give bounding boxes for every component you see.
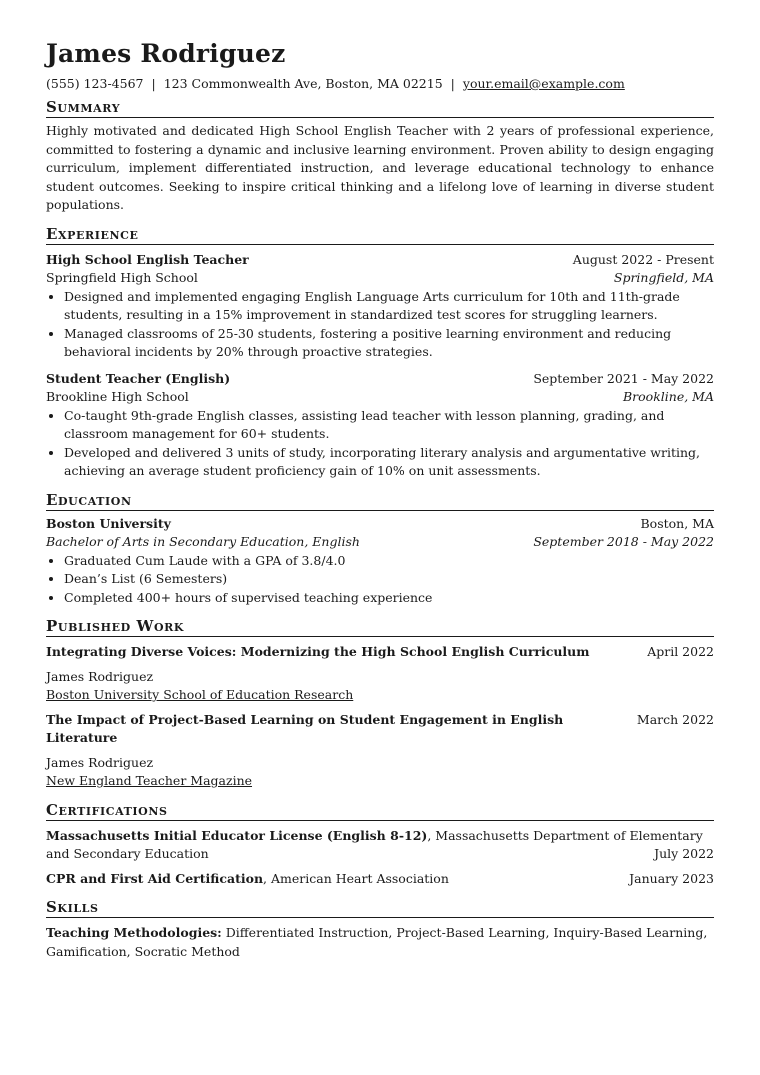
publication-venue[interactable]: New England Teacher Magazine <box>46 773 253 788</box>
job-location: Springfield, MA <box>613 270 714 285</box>
publication-title: The Impact of Project-Based Learning on Student Engagement in English Literature <box>46 711 564 745</box>
job-bullet: • Managed classrooms of 25-30 students, fostering a positive learning environment and reducing behavioral incidents by 20% through proactive strategies. <box>64 325 714 362</box>
summary-text: Highly motivated and dedicated High School English Teacher with 2 years of professional experience, committed to fostering a dynamic and inclusive learning environment. Proven ability to design engaging curriculum, implement differentiated instruction, and leverage educational technology to enhance student outcomes. Seeking to inspire critical thinking and a lifelong love of learning in diverse student populations. <box>46 123 714 212</box>
job-bullets <box>46 407 714 481</box>
candidate-name: James Rodriguez <box>46 39 286 68</box>
certification-issuer: , Massachusetts Department of Elementary and Secondary Education <box>46 827 703 861</box>
section-title-education: Education <box>46 491 714 511</box>
publication-author: James Rodriguez <box>46 754 154 770</box>
education-entry <box>46 515 714 608</box>
skills-label: Teaching Methodologies: <box>46 925 222 940</box>
education-bullet: • Dean’s List (6 Semesters) <box>64 570 714 589</box>
certification-issuer: , American Heart Association <box>263 870 449 886</box>
publication-date: March 2022 <box>636 711 714 727</box>
education-dates: September 2018 - May 2022 <box>533 534 714 549</box>
job-entry <box>46 251 714 362</box>
section-title-skills: Skills <box>46 898 714 918</box>
education-bullet: • Graduated Cum Laude with a GPA of 3.8/4.0 <box>64 552 714 571</box>
job-bullet: • Developed and delivered 3 units of study, incorporating literary analysis and argumentative writing, achieving an average student proficiency gain of 10% on unit assessments. <box>64 444 714 481</box>
job-role: Student Teacher (English) <box>46 370 231 386</box>
degree: Bachelor of Arts in Secondary Education, English <box>46 534 360 549</box>
education-bullet: • Completed 400+ hours of supervised teaching experience <box>64 589 714 608</box>
contact-line <box>46 76 714 92</box>
email-link[interactable]: your.email@example.com <box>462 76 625 91</box>
skills-text: Differentiated Instruction, Project-Based Learning, Inquiry-Based Learning, Gamification, Socratic Method <box>46 925 708 959</box>
publication-entry <box>46 711 714 791</box>
school-location: Boston, MA <box>640 515 714 531</box>
job-entry <box>46 370 714 481</box>
certification-entry <box>46 870 714 889</box>
job-location: Brookline, MA <box>622 389 714 404</box>
publication-date: April 2022 <box>647 644 714 659</box>
publication-venue[interactable]: Boston University School of Education Research <box>46 687 354 702</box>
skills-line <box>46 924 714 961</box>
education-bullets <box>46 552 714 608</box>
certification-entry <box>46 827 714 864</box>
job-dates: September 2021 - May 2022 <box>533 370 714 386</box>
school-name: Boston University <box>46 515 171 531</box>
section-title-experience: Experience <box>46 225 714 245</box>
separator: | <box>151 76 156 91</box>
resume-page <box>46 38 714 961</box>
certification-name: Massachusetts Initial Educator License (English 8-12) <box>46 827 428 843</box>
section-title-published: Published Work <box>46 617 714 637</box>
publication-author: James Rodriguez <box>46 668 154 684</box>
address: 123 Commonwealth Ave, Boston, MA 02215 <box>163 76 443 91</box>
section-title-certifications: Certifications <box>46 801 714 821</box>
job-org: Springfield High School <box>46 270 198 285</box>
certification-name: CPR and First Aid Certification <box>46 870 264 886</box>
publication-title: Integrating Diverse Voices: Modernizing the High School English Curriculum <box>46 644 590 659</box>
job-bullets <box>46 288 714 362</box>
phone: (555) 123-4567 <box>46 76 144 91</box>
publication-entry <box>46 643 714 705</box>
section-title-summary: Summary <box>46 98 714 118</box>
job-bullet: • Co-taught 9th-grade English classes, assisting lead teacher with lesson planning, grading, and classroom management for 60+ students. <box>64 407 714 444</box>
certification-date: July 2022 <box>654 846 714 861</box>
job-role: High School English Teacher <box>46 251 249 267</box>
separator: | <box>450 76 455 91</box>
job-dates: August 2022 - Present <box>572 251 714 267</box>
job-bullet: • Designed and implemented engaging English Language Arts curriculum for 10th and 11th-grade students, resulting in a 15% improvement in standardized test scores for struggling learners. <box>64 288 714 325</box>
job-org: Brookline High School <box>46 389 189 404</box>
certification-date: January 2023 <box>629 870 714 886</box>
